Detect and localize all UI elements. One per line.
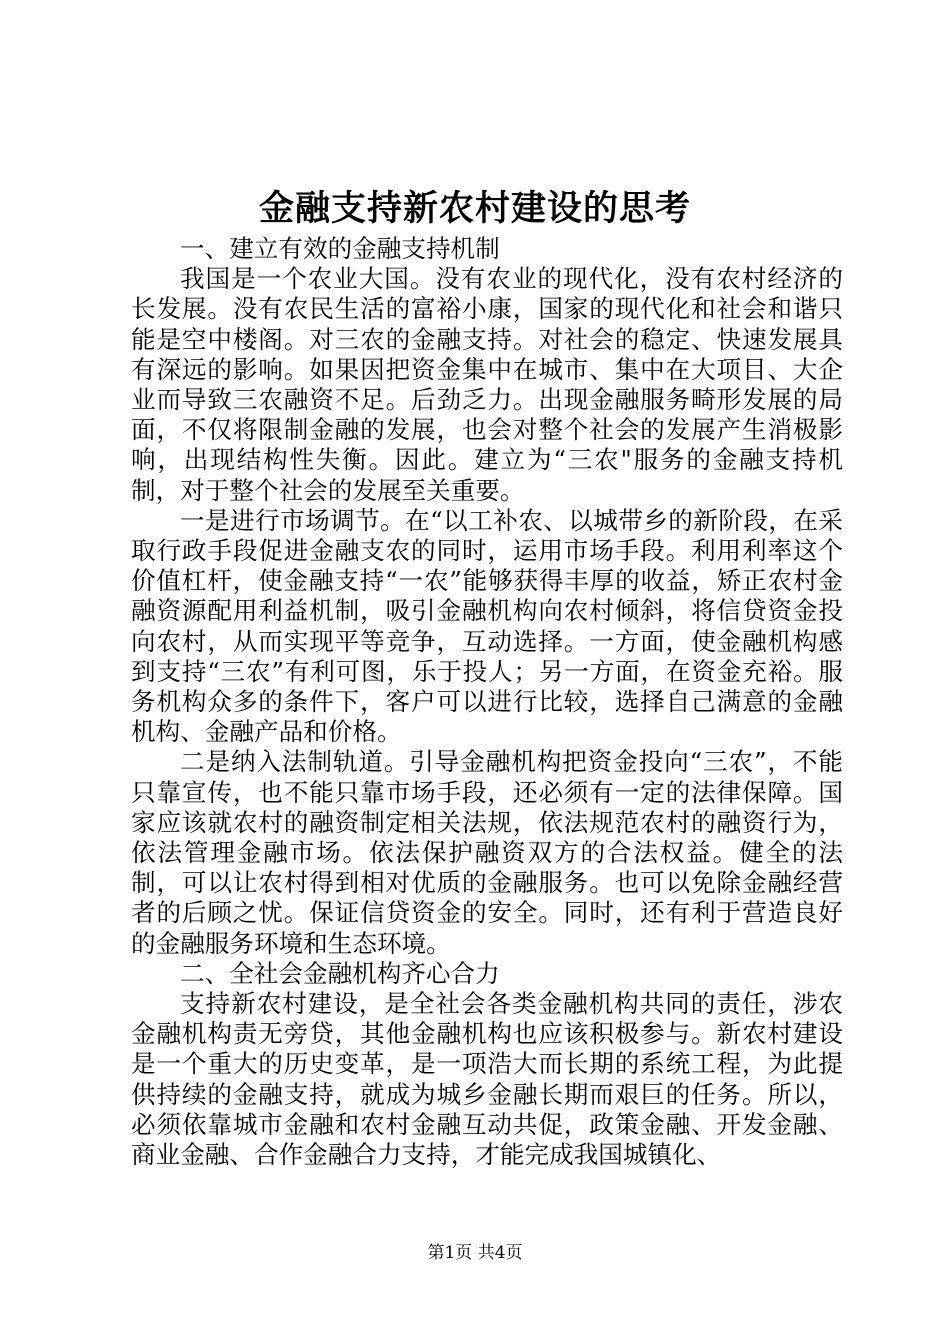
page-number-footer: 第1页 共4页 xyxy=(427,1243,523,1263)
paragraph-1: 我国是一个农业大国。没有农业的现代化，没有农村经济的长发展。没有农民生活的富裕小康，国家的现代化和社会和谐只能是空中楼阁。对三农的金融支持。对社会的稳定、快速发展具有深远的影响。如果因把资金集中在城市、集中在大项目、大企业而导致三农融资不足。后劲乏力。出现金融服务畸形发展的局面，不仅将限制金融的发展，也会对整个社会的发展产生消极影响，出现结构性失衡。因此。建立为“三农"服务的金融支持机制，对于整个社会的发展至关重要。 xyxy=(131,264,843,505)
paragraph-4: 支持新农村建设，是全社会各类金融机构共同的责任，涉农金融机构责无旁贷，其他金融机构也应该积极参与。新农村建设是一个重大的历史变革，是一项浩大而长期的系统工程，为此提供持续的金融支持，就成为城乡金融长期而艰巨的任务。所以，必须依靠城市金融和农村金融互动共促，政策金融、开发金融、商业金融、合作金融合力支持，才能完成我国城镇化、 xyxy=(131,989,843,1170)
document-body xyxy=(131,234,843,1170)
paragraph-3: 二是纳入法制轨道。引导金融机构把资金投向“三农”，不能只靠宣传，也不能只靠市场手段，还必须有一定的法律保障。国家应该就农村的融资制定相关法规，依法规范农村的融资行为，依法管理金融市场。依法保护融资双方的合法权益。健全的法制，可以让农村得到相对优质的金融服务。也可以免除金融经营者的后顾之忧。保证信贷资金的安全。同时，还有利于营造良好的金融服务环境和生态环境。 xyxy=(131,747,843,958)
document-title: 金融支持新农村建设的思考 xyxy=(258,188,691,229)
paragraph-2: 一是进行市场调节。在“以工补农、以城带乡的新阶段，在采取行政手段促进金融支农的同时，运用市场手段。利用利率这个价值杠杆，使金融支持“一农”能够获得丰厚的收益，矫正农村金融资源配用利益机制，吸引金融机构向农村倾斜，将信贷资金投向农村，从而实现平等竞争，互动选择。一方面，使金融机构感到支持“三农”有利可图，乐于投人；另一方面，在资金充裕。服务机构众多的条件下，客户可以进行比较，选择自己满意的金融机构、金融产品和价格。 xyxy=(131,505,843,747)
section-heading-1: 一、建立有效的金融支持机制 xyxy=(180,234,500,263)
section-heading-2: 二、全社会金融机构齐心合力 xyxy=(180,958,500,988)
